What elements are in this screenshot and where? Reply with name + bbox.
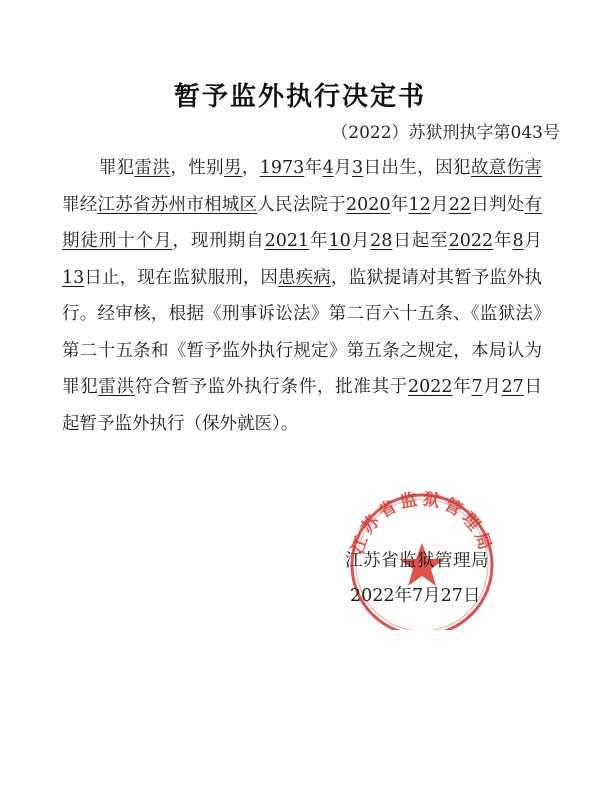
crime: 故意伤害 [470, 158, 543, 178]
body-text: 月 [333, 158, 353, 178]
body-text: 月 [482, 377, 502, 397]
court: 江苏省苏州市相城区 [97, 194, 258, 215]
body-text: 年 [304, 158, 323, 178]
term-start-year: 2021 [264, 231, 310, 251]
body-text: 罪经 [62, 194, 98, 215]
term-end-year: 2022 [448, 231, 494, 251]
reason: 患疾病 [278, 267, 331, 288]
body-text: 符合暂予监外执行条件，批准其于 [134, 377, 408, 397]
body-text: 日止，现在监狱服刑，因 [84, 267, 279, 288]
body-text: 月 [430, 194, 449, 215]
judgment-day: 22 [448, 194, 472, 215]
body-text: ，现刑期自 [172, 231, 265, 251]
issuer-name: 江苏省监狱管理局 [345, 551, 489, 571]
body-text: 日判处 [471, 194, 525, 215]
birth-year: 1973 [259, 158, 305, 178]
criminal-name: 雷洪 [98, 377, 135, 397]
body-text: 日出生，因犯 [363, 158, 471, 178]
criminal-name: 雷洪 [134, 158, 171, 178]
body-text: ，监狱提请对其暂予监外执行。经审核，根据《刑事诉讼法》第二百六十五条、《监狱法》第二十五条和《暂予监外执行规定》第五条之规定，本局认为罪犯 [62, 267, 543, 397]
gender: 男 [223, 158, 242, 178]
birth-month: 4 [322, 158, 334, 178]
body-text: 罪犯 [98, 158, 135, 178]
birth-day: 3 [352, 158, 364, 178]
body-text: ，性别 [170, 158, 224, 178]
document-title: 暂予监外执行决定书 [173, 82, 426, 112]
document-number: （2022）苏狱刑执字第043号 [331, 123, 560, 143]
term-end-day: 13 [62, 267, 85, 288]
term-end-month: 8 [512, 231, 524, 251]
sentence: 有期徒刑十个月 [62, 194, 543, 251]
body-text: 日起至 [392, 231, 449, 251]
body-text: 年 [493, 231, 513, 251]
judgment-month: 12 [408, 194, 431, 215]
approval-year: 2022 [408, 377, 453, 397]
term-start-day: 28 [370, 231, 393, 251]
approval-day: 27 [501, 377, 524, 397]
body-text: 日起暂予监外执行（保外就医）。 [62, 377, 543, 434]
body-text: 人民法院于 [257, 194, 346, 215]
judgment-year: 2020 [345, 194, 391, 215]
seal-text: 江苏省监狱管理局 [347, 489, 497, 557]
body-text: 年 [390, 194, 409, 215]
body-text: 年 [452, 377, 472, 397]
body-text: 年 [309, 231, 329, 251]
issue-date: 2022年7月27日 [350, 586, 481, 606]
term-start-month: 10 [328, 231, 351, 251]
body-text: 月 [350, 231, 371, 251]
approval-month: 7 [471, 377, 483, 397]
body-text: ， [241, 158, 260, 178]
body-text: 月 [523, 231, 543, 251]
document-body [62, 150, 542, 442]
